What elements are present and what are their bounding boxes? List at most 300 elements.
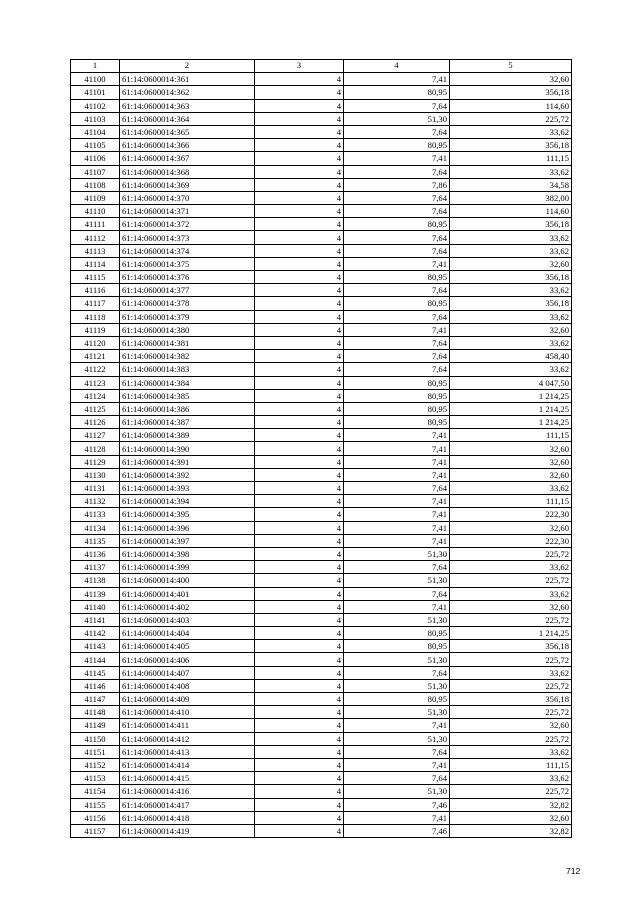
column-header-4: 4 (344, 60, 450, 73)
value-cell: 7,64 (344, 165, 450, 178)
amount-cell: 32,60 (450, 323, 572, 336)
column-header-5: 5 (450, 60, 572, 73)
row-number-cell: 41118 (71, 310, 120, 323)
table-row (71, 482, 572, 495)
value-cell: 7,64 (344, 310, 450, 323)
row-number-cell: 41130 (71, 468, 120, 481)
cadastral-number-cell: 61:14:0600014:402 (120, 600, 255, 613)
amount-cell: 34,58 (450, 178, 572, 191)
group-cell: 4 (255, 600, 344, 613)
table-body (71, 73, 572, 838)
amount-cell: 32,60 (450, 811, 572, 824)
group-cell: 4 (255, 139, 344, 152)
table-row (71, 798, 572, 811)
table-row (71, 745, 572, 758)
group-cell: 4 (255, 73, 344, 86)
table-row (71, 165, 572, 178)
value-cell: 51,30 (344, 112, 450, 125)
row-number-cell: 41113 (71, 244, 120, 257)
page-number: 712 (566, 866, 581, 876)
row-number-cell: 41144 (71, 653, 120, 666)
group-cell: 4 (255, 257, 344, 270)
table-row (71, 547, 572, 560)
amount-cell: 1 214,25 (450, 627, 572, 640)
amount-cell: 33,62 (450, 561, 572, 574)
value-cell: 51,30 (344, 547, 450, 560)
amount-cell: 33,62 (450, 284, 572, 297)
table-row (71, 178, 572, 191)
row-number-cell: 41107 (71, 165, 120, 178)
amount-cell: 356,18 (450, 640, 572, 653)
value-cell: 7,64 (344, 191, 450, 204)
group-cell: 4 (255, 745, 344, 758)
amount-cell: 111,15 (450, 152, 572, 165)
cadastral-number-cell: 61:14:0600014:394 (120, 495, 255, 508)
amount-cell: 356,18 (450, 218, 572, 231)
group-cell: 4 (255, 297, 344, 310)
value-cell: 80,95 (344, 693, 450, 706)
value-cell: 7,46 (344, 824, 450, 837)
row-number-cell: 41114 (71, 257, 120, 270)
cadastral-number-cell: 61:14:0600014:414 (120, 758, 255, 771)
value-cell: 7,41 (344, 758, 450, 771)
value-cell: 7,64 (344, 336, 450, 349)
amount-cell: 33,62 (450, 745, 572, 758)
table-row (71, 521, 572, 534)
group-cell: 4 (255, 468, 344, 481)
row-number-cell: 41155 (71, 798, 120, 811)
amount-cell: 356,18 (450, 297, 572, 310)
group-cell: 4 (255, 191, 344, 204)
value-cell: 7,41 (344, 495, 450, 508)
amount-cell: 225,72 (450, 653, 572, 666)
amount-cell: 32,60 (450, 468, 572, 481)
amount-cell: 225,72 (450, 547, 572, 560)
cadastral-number-cell: 61:14:0600014:363 (120, 99, 255, 112)
cadastral-number-cell: 61:14:0600014:406 (120, 653, 255, 666)
cadastral-number-cell: 61:14:0600014:412 (120, 732, 255, 745)
table-row (71, 627, 572, 640)
value-cell: 80,95 (344, 402, 450, 415)
value-cell: 51,30 (344, 574, 450, 587)
amount-cell: 32,82 (450, 824, 572, 837)
row-number-cell: 41124 (71, 389, 120, 402)
row-number-cell: 41119 (71, 323, 120, 336)
value-cell: 51,30 (344, 732, 450, 745)
row-number-cell: 41132 (71, 495, 120, 508)
amount-cell: 32,82 (450, 798, 572, 811)
amount-cell: 32,60 (450, 442, 572, 455)
cadastral-number-cell: 61:14:0600014:366 (120, 139, 255, 152)
row-number-cell: 41137 (71, 561, 120, 574)
group-cell: 4 (255, 244, 344, 257)
cadastral-number-cell: 61:14:0600014:405 (120, 640, 255, 653)
row-number-cell: 41141 (71, 613, 120, 626)
amount-cell: 458,40 (450, 350, 572, 363)
row-number-cell: 41120 (71, 336, 120, 349)
cadastral-number-cell: 61:14:0600014:369 (120, 178, 255, 191)
table-row (71, 205, 572, 218)
row-number-cell: 41139 (71, 587, 120, 600)
amount-cell: 111,15 (450, 758, 572, 771)
amount-cell: 32,60 (450, 455, 572, 468)
table-row (71, 785, 572, 798)
cadastral-number-cell: 61:14:0600014:364 (120, 112, 255, 125)
amount-cell: 33,62 (450, 165, 572, 178)
value-cell: 80,95 (344, 389, 450, 402)
cadastral-number-cell: 61:14:0600014:381 (120, 336, 255, 349)
group-cell: 4 (255, 758, 344, 771)
table-row (71, 389, 572, 402)
table-row (71, 244, 572, 257)
amount-cell: 32,60 (450, 73, 572, 86)
group-cell: 4 (255, 112, 344, 125)
value-cell: 7,64 (344, 363, 450, 376)
table-row (71, 350, 572, 363)
cadastral-number-cell: 61:14:0600014:400 (120, 574, 255, 587)
group-cell: 4 (255, 323, 344, 336)
row-number-cell: 41134 (71, 521, 120, 534)
value-cell: 7,41 (344, 508, 450, 521)
row-number-cell: 41104 (71, 125, 120, 138)
group-cell: 4 (255, 429, 344, 442)
table-row (71, 640, 572, 653)
row-number-cell: 41122 (71, 363, 120, 376)
group-cell: 4 (255, 205, 344, 218)
amount-cell: 225,72 (450, 706, 572, 719)
group-cell: 4 (255, 165, 344, 178)
cadastral-number-cell: 61:14:0600014:385 (120, 389, 255, 402)
cadastral-number-cell: 61:14:0600014:401 (120, 587, 255, 600)
group-cell: 4 (255, 772, 344, 785)
table-row (71, 86, 572, 99)
amount-cell: 33,62 (450, 666, 572, 679)
table-row (71, 271, 572, 284)
cadastral-number-cell: 61:14:0600014:397 (120, 534, 255, 547)
column-header-1: 1 (71, 60, 120, 73)
group-cell: 4 (255, 521, 344, 534)
row-number-cell: 41154 (71, 785, 120, 798)
group-cell: 4 (255, 613, 344, 626)
cadastral-number-cell: 61:14:0600014:387 (120, 416, 255, 429)
group-cell: 4 (255, 653, 344, 666)
value-cell: 80,95 (344, 86, 450, 99)
value-cell: 7,41 (344, 719, 450, 732)
table-row (71, 719, 572, 732)
value-cell: 51,30 (344, 706, 450, 719)
row-number-cell: 41127 (71, 429, 120, 442)
table-row (71, 310, 572, 323)
table-row (71, 442, 572, 455)
cadastral-number-cell: 61:14:0600014:409 (120, 693, 255, 706)
group-cell: 4 (255, 218, 344, 231)
amount-cell: 356,18 (450, 271, 572, 284)
cadastral-number-cell: 61:14:0600014:413 (120, 745, 255, 758)
table-row (71, 99, 572, 112)
value-cell: 51,30 (344, 613, 450, 626)
amount-cell: 33,62 (450, 482, 572, 495)
table-row (71, 152, 572, 165)
column-header-2: 2 (120, 60, 255, 73)
cadastral-number-cell: 61:14:0600014:389 (120, 429, 255, 442)
cadastral-number-cell: 61:14:0600014:398 (120, 547, 255, 560)
row-number-cell: 41105 (71, 139, 120, 152)
value-cell: 51,30 (344, 785, 450, 798)
value-cell: 7,41 (344, 152, 450, 165)
table-row (71, 376, 572, 389)
table-row (71, 732, 572, 745)
amount-cell: 32,60 (450, 600, 572, 613)
row-number-cell: 41140 (71, 600, 120, 613)
amount-cell: 356,18 (450, 693, 572, 706)
group-cell: 4 (255, 640, 344, 653)
table-row (71, 257, 572, 270)
table-row (71, 402, 572, 415)
table-row (71, 693, 572, 706)
group-cell: 4 (255, 376, 344, 389)
table-row (71, 613, 572, 626)
table-row (71, 679, 572, 692)
cadastral-number-cell: 61:14:0600014:415 (120, 772, 255, 785)
row-number-cell: 41111 (71, 218, 120, 231)
group-cell: 4 (255, 693, 344, 706)
table-row (71, 139, 572, 152)
table-row (71, 218, 572, 231)
cadastral-number-cell: 61:14:0600014:390 (120, 442, 255, 455)
cadastral-number-cell: 61:14:0600014:407 (120, 666, 255, 679)
value-cell: 80,95 (344, 376, 450, 389)
row-number-cell: 41110 (71, 205, 120, 218)
row-number-cell: 41116 (71, 284, 120, 297)
row-number-cell: 41135 (71, 534, 120, 547)
cadastral-number-cell: 61:14:0600014:379 (120, 310, 255, 323)
amount-cell: 225,72 (450, 732, 572, 745)
table-row (71, 600, 572, 613)
cadastral-number-cell: 61:14:0600014:382 (120, 350, 255, 363)
amount-cell: 33,62 (450, 587, 572, 600)
cadastral-number-cell: 61:14:0600014:392 (120, 468, 255, 481)
group-cell: 4 (255, 811, 344, 824)
amount-cell: 225,72 (450, 574, 572, 587)
table-row (71, 125, 572, 138)
row-number-cell: 41117 (71, 297, 120, 310)
group-cell: 4 (255, 389, 344, 402)
amount-cell: 32,60 (450, 719, 572, 732)
row-number-cell: 41142 (71, 627, 120, 640)
group-cell: 4 (255, 666, 344, 679)
group-cell: 4 (255, 402, 344, 415)
group-cell: 4 (255, 495, 344, 508)
cadastral-number-cell: 61:14:0600014:380 (120, 323, 255, 336)
value-cell: 51,30 (344, 653, 450, 666)
value-cell: 7,41 (344, 429, 450, 442)
value-cell: 7,64 (344, 350, 450, 363)
value-cell: 7,64 (344, 99, 450, 112)
amount-cell: 225,72 (450, 112, 572, 125)
row-number-cell: 41121 (71, 350, 120, 363)
cadastral-number-cell: 61:14:0600014:383 (120, 363, 255, 376)
group-cell: 4 (255, 587, 344, 600)
value-cell: 7,64 (344, 745, 450, 758)
value-cell: 7,64 (344, 284, 450, 297)
group-cell: 4 (255, 284, 344, 297)
row-number-cell: 41102 (71, 99, 120, 112)
data-table (70, 59, 572, 838)
cadastral-number-cell: 61:14:0600014:374 (120, 244, 255, 257)
group-cell: 4 (255, 350, 344, 363)
amount-cell: 32,60 (450, 257, 572, 270)
cadastral-number-cell: 61:14:0600014:367 (120, 152, 255, 165)
value-cell: 7,41 (344, 442, 450, 455)
table-row (71, 772, 572, 785)
group-cell: 4 (255, 534, 344, 547)
table-row (71, 284, 572, 297)
value-cell: 80,95 (344, 271, 450, 284)
value-cell: 7,64 (344, 244, 450, 257)
amount-cell: 1 214,25 (450, 402, 572, 415)
value-cell: 7,64 (344, 561, 450, 574)
amount-cell: 114,60 (450, 205, 572, 218)
table-row (71, 587, 572, 600)
row-number-cell: 41115 (71, 271, 120, 284)
table-row (71, 336, 572, 349)
table-row (71, 191, 572, 204)
row-number-cell: 41153 (71, 772, 120, 785)
row-number-cell: 41151 (71, 745, 120, 758)
amount-cell: 33,62 (450, 336, 572, 349)
group-cell: 4 (255, 574, 344, 587)
amount-cell: 1 214,25 (450, 389, 572, 402)
group-cell: 4 (255, 99, 344, 112)
group-cell: 4 (255, 785, 344, 798)
row-number-cell: 41108 (71, 178, 120, 191)
group-cell: 4 (255, 416, 344, 429)
amount-cell: 114,60 (450, 99, 572, 112)
value-cell: 7,64 (344, 125, 450, 138)
amount-cell: 222,30 (450, 508, 572, 521)
cadastral-number-cell: 61:14:0600014:386 (120, 402, 255, 415)
table-row (71, 455, 572, 468)
cadastral-number-cell: 61:14:0600014:376 (120, 271, 255, 284)
amount-cell: 225,72 (450, 613, 572, 626)
value-cell: 7,41 (344, 455, 450, 468)
group-cell: 4 (255, 178, 344, 191)
row-number-cell: 41148 (71, 706, 120, 719)
value-cell: 80,95 (344, 139, 450, 152)
table-row (71, 468, 572, 481)
row-number-cell: 41101 (71, 86, 120, 99)
row-number-cell: 41109 (71, 191, 120, 204)
row-number-cell: 41103 (71, 112, 120, 125)
value-cell: 7,41 (344, 521, 450, 534)
value-cell: 80,95 (344, 640, 450, 653)
amount-cell: 1 214,25 (450, 416, 572, 429)
cadastral-number-cell: 61:14:0600014:396 (120, 521, 255, 534)
group-cell: 4 (255, 547, 344, 560)
cadastral-number-cell: 61:14:0600014:362 (120, 86, 255, 99)
table-row (71, 323, 572, 336)
amount-cell: 356,18 (450, 86, 572, 99)
amount-cell: 33,62 (450, 363, 572, 376)
row-number-cell: 41149 (71, 719, 120, 732)
table-row (71, 824, 572, 837)
cadastral-number-cell: 61:14:0600014:418 (120, 811, 255, 824)
table-row (71, 811, 572, 824)
value-cell: 7,86 (344, 178, 450, 191)
amount-cell: 33,62 (450, 231, 572, 244)
cadastral-number-cell: 61:14:0600014:395 (120, 508, 255, 521)
column-header-3: 3 (255, 60, 344, 73)
value-cell: 7,41 (344, 600, 450, 613)
group-cell: 4 (255, 363, 344, 376)
cadastral-number-cell: 61:14:0600014:403 (120, 613, 255, 626)
row-number-cell: 41145 (71, 666, 120, 679)
amount-cell: 33,62 (450, 125, 572, 138)
row-number-cell: 41106 (71, 152, 120, 165)
value-cell: 7,64 (344, 666, 450, 679)
header-row (71, 60, 572, 73)
value-cell: 80,95 (344, 627, 450, 640)
cadastral-number-cell: 61:14:0600014:393 (120, 482, 255, 495)
value-cell: 80,95 (344, 297, 450, 310)
value-cell: 7,46 (344, 798, 450, 811)
amount-cell: 4 047,50 (450, 376, 572, 389)
value-cell: 7,64 (344, 205, 450, 218)
row-number-cell: 41125 (71, 402, 120, 415)
row-number-cell: 41143 (71, 640, 120, 653)
value-cell: 51,30 (344, 679, 450, 692)
table-row (71, 508, 572, 521)
table-row (71, 574, 572, 587)
amount-cell: 33,62 (450, 244, 572, 257)
cadastral-number-cell: 61:14:0600014:377 (120, 284, 255, 297)
cadastral-number-cell: 61:14:0600014:373 (120, 231, 255, 244)
cadastral-number-cell: 61:14:0600014:408 (120, 679, 255, 692)
amount-cell: 111,15 (450, 429, 572, 442)
table-row (71, 495, 572, 508)
cadastral-number-cell: 61:14:0600014:371 (120, 205, 255, 218)
table-row (71, 416, 572, 429)
row-number-cell: 41150 (71, 732, 120, 745)
cadastral-number-cell: 61:14:0600014:372 (120, 218, 255, 231)
cadastral-number-cell: 61:14:0600014:365 (120, 125, 255, 138)
group-cell: 4 (255, 125, 344, 138)
table-row (71, 297, 572, 310)
group-cell: 4 (255, 336, 344, 349)
table-row (71, 231, 572, 244)
row-number-cell: 41138 (71, 574, 120, 587)
group-cell: 4 (255, 627, 344, 640)
group-cell: 4 (255, 508, 344, 521)
amount-cell: 33,62 (450, 772, 572, 785)
table-row (71, 561, 572, 574)
group-cell: 4 (255, 561, 344, 574)
table-row (71, 429, 572, 442)
value-cell: 7,41 (344, 73, 450, 86)
row-number-cell: 41100 (71, 73, 120, 86)
cadastral-number-cell: 61:14:0600014:391 (120, 455, 255, 468)
cadastral-number-cell: 61:14:0600014:370 (120, 191, 255, 204)
row-number-cell: 41129 (71, 455, 120, 468)
table-row (71, 534, 572, 547)
table-row (71, 112, 572, 125)
row-number-cell: 41152 (71, 758, 120, 771)
table-row (71, 73, 572, 86)
row-number-cell: 41156 (71, 811, 120, 824)
group-cell: 4 (255, 86, 344, 99)
row-number-cell: 41136 (71, 547, 120, 560)
cadastral-number-cell: 61:14:0600014:378 (120, 297, 255, 310)
